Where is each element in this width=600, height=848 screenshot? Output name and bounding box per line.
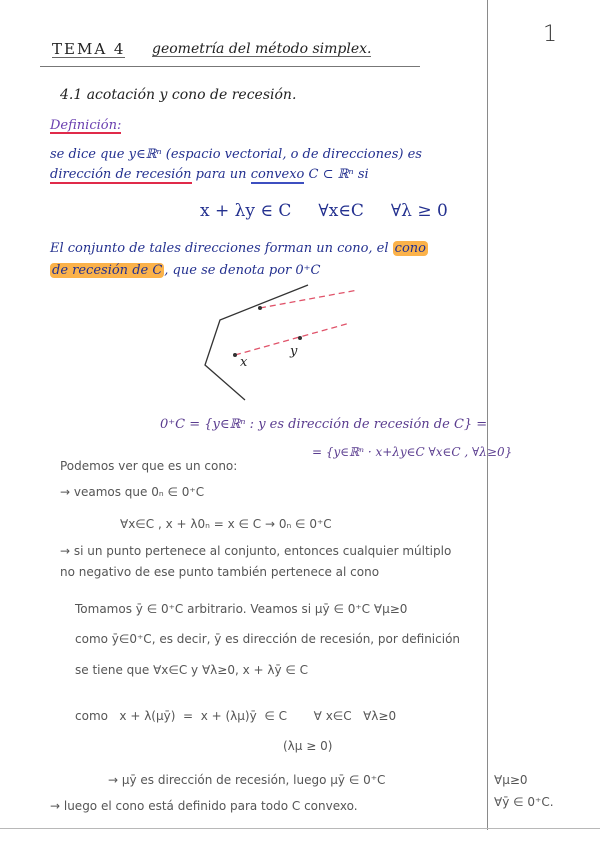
proof-intro: Podemos ver que es un cono: bbox=[60, 459, 238, 473]
convex-term: convexo bbox=[250, 167, 305, 182]
margin-line bbox=[487, 0, 488, 830]
point-upper bbox=[258, 306, 262, 310]
recession-ray-upper bbox=[260, 290, 358, 308]
conclusion-1: → μȳ es dirección de recesión, luego μȳ ∈ 0⁺C bbox=[108, 773, 386, 787]
definition-formula: x + λy ∈ C ∀x∈C ∀λ ≥ 0 bbox=[200, 201, 448, 221]
cone-text-line-1-a: El conjunto de tales direcciones forman un cono, el bbox=[50, 241, 393, 256]
conclusion-1-quantifier: ∀μ≥0 bbox=[494, 773, 528, 787]
title-underline bbox=[40, 66, 420, 67]
definition-line-2 bbox=[50, 168, 369, 181]
lambda-mu-condition: (λμ ≥ 0) bbox=[283, 739, 333, 753]
point-x bbox=[233, 353, 237, 357]
cone-text-line-2-b: , que se denota por 0⁺C bbox=[164, 263, 321, 278]
recession-direction-term: dirección de recesión bbox=[50, 167, 192, 182]
cone-text-line-1 bbox=[50, 242, 428, 255]
cone-highlight-2: de recesión de C bbox=[52, 263, 163, 278]
proof-step-2-line-2: no negativo de ese punto también pertenece al cono bbox=[60, 565, 380, 579]
cone-highlight-1: cono bbox=[394, 241, 426, 256]
def-set-line-2: = {y∈ℝⁿ · x+λy∈C ∀x∈C , ∀λ≥0} bbox=[312, 445, 513, 459]
conclusion-2: → luego el cono está definido para todo C convexo. bbox=[50, 799, 358, 813]
page-bottom-line bbox=[0, 828, 600, 829]
take-line-3: se tiene que ∀x∈C y ∀λ≥0, x + λȳ ∈ C bbox=[75, 663, 309, 677]
def-set-line-1: 0⁺C = {y∈ℝⁿ : y es dirección de recesión de C} = bbox=[160, 417, 488, 432]
como-equation: como x + λ(μȳ) = x + (λμ)ȳ ∈ C ∀ x∈C ∀λ≥0 bbox=[75, 709, 397, 723]
definition-line-2-mid: para un bbox=[191, 167, 251, 182]
section-heading: 4.1 acotación y cono de recesión. bbox=[60, 87, 297, 103]
take-line-1: Tomamos ȳ ∈ 0⁺C arbitrario. Veamos si μȳ ∈ 0⁺C ∀μ≥0 bbox=[75, 602, 408, 616]
page-number: 1 bbox=[543, 22, 557, 47]
recession-cone-figure bbox=[190, 275, 370, 405]
figure-label-x: x bbox=[240, 355, 248, 370]
point-y bbox=[298, 336, 302, 340]
definition-line-1: se dice que y∈ℝⁿ (espacio vectorial, o de direcciones) es bbox=[50, 147, 422, 162]
definition-label: Definición: bbox=[50, 118, 122, 133]
definition-line-2-end: C ⊂ ℝⁿ si bbox=[304, 167, 369, 182]
proof-step-1-equation: ∀x∈C , x + λ0ₙ = x ∈ C → 0ₙ ∈ 0⁺C bbox=[120, 517, 332, 531]
title-tema: TEMA 4 bbox=[52, 40, 126, 58]
take-line-2: como ȳ∈0⁺C, es decir, ȳ es dirección de recesión, por definición bbox=[75, 632, 461, 646]
conclusion-2-quantifier: ∀ȳ ∈ 0⁺C. bbox=[494, 795, 554, 809]
proof-step-1: → veamos que 0ₙ ∈ 0⁺C bbox=[60, 485, 205, 499]
title-topic: geometría del método simplex. bbox=[152, 41, 372, 57]
proof-step-2-line-1: → si un punto pertenece al conjunto, entonces cualquier múltiplo bbox=[60, 544, 452, 558]
figure-label-y: y bbox=[290, 344, 298, 359]
